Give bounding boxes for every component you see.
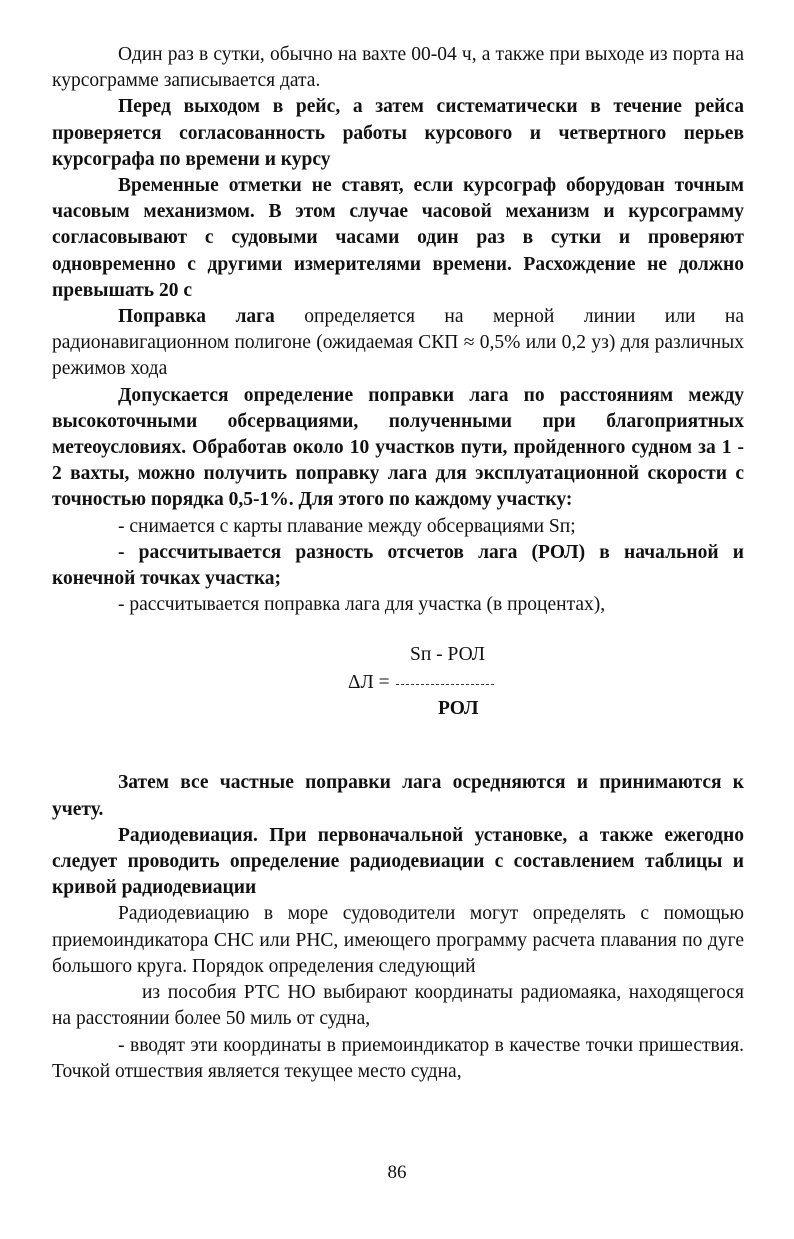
paragraph-averaging: Затем все частные поправки лага осредняются и принимаются к учету. bbox=[52, 772, 744, 820]
formula-numerator: Sп - РОЛ bbox=[410, 644, 485, 666]
formula-denominator: РОЛ bbox=[438, 698, 479, 720]
paragraph-radiodeviation bbox=[52, 823, 744, 902]
list-item-distance: - снимается с карты плавание между обсервациями Sп; bbox=[118, 515, 576, 537]
formula-lhs: ΔЛ = bbox=[348, 672, 390, 694]
paragraph-observation-method: Допускается определение поправки лага по расстояниям между высокоточными обсервациями, полученными при благоприятных метеоусловиях. Обработав около 10 участков пути, пройденного судном за 1 - 2 вахты, можно получить поправку лага для эксплуатационной скорости с точностью порядка 0,5-1%. Для этого по каждому участку: bbox=[52, 384, 744, 511]
paragraph-date-record: Один раз в сутки, обычно на вахте 00-04 ч, а также при выходе из порта на курсограмме записывается дата. bbox=[52, 44, 744, 92]
paragraph-log-correction bbox=[52, 304, 744, 383]
log-correction-formula bbox=[52, 634, 744, 756]
term-log-correction: Поправка лага bbox=[118, 306, 275, 328]
paragraph-time-marks: Временные отметки не ставят, если курсограф оборудован точным часовым механизмом. В этом случае часовой механизм и курсограмму согласовывают с судовыми часами один раз в сутки и проверяют одновременно с другими измерителями времени. Расхождение не должно превышать 20 с bbox=[52, 175, 744, 301]
term-radiodeviation: Радиодевиация. bbox=[118, 824, 258, 846]
page-body bbox=[52, 42, 744, 1085]
formula-fraction-bar bbox=[396, 684, 494, 685]
page-number: 86 bbox=[387, 1162, 407, 1183]
list-item-log-difference: - рассчитывается разность отсчетов лага (РОЛ) в начальной и конечной точках участка; bbox=[52, 541, 744, 590]
paragraph-log-correction-text: определяется на мерной линии или на радионавигационном полигоне (ожидаемая СКП ≈ 0,5% или 0,2 уз) для различных режимов хода bbox=[52, 306, 744, 380]
list-item-beacon-coordinates: из пособия РТС НО выбирают координаты радиомаяка, находящегося на расстоянии более 50 миль от судна, bbox=[52, 982, 744, 1030]
paragraph-radiodeviation-at-sea: Радиодевиацию в море судоводители могут определять с помощью приемоиндикатора СНС или РНС, имеющего программу расчета плавания по дуге большого круга. Порядок определения следующий bbox=[52, 903, 744, 977]
list-item-segment-correction: - рассчитывается поправка лага для участка (в процентах), bbox=[118, 594, 606, 616]
list-item-enter-coordinates: - вводят эти координаты в приемоиндикатор в качестве точки пришествия. Точкой отшествия является текущее место судна, bbox=[52, 1034, 744, 1082]
paragraph-pen-check: Перед выходом в рейс, а затем систематически в течение рейса проверяется согласованность работы курсового и четвертного перьев курсографа по времени и курсу bbox=[52, 96, 744, 170]
paragraph-radiodeviation-text: При первоначальной установке, а также ежегодно следует проводить определение радиодевиации с составлением таблицы и кривой радиодевиации bbox=[52, 824, 744, 899]
